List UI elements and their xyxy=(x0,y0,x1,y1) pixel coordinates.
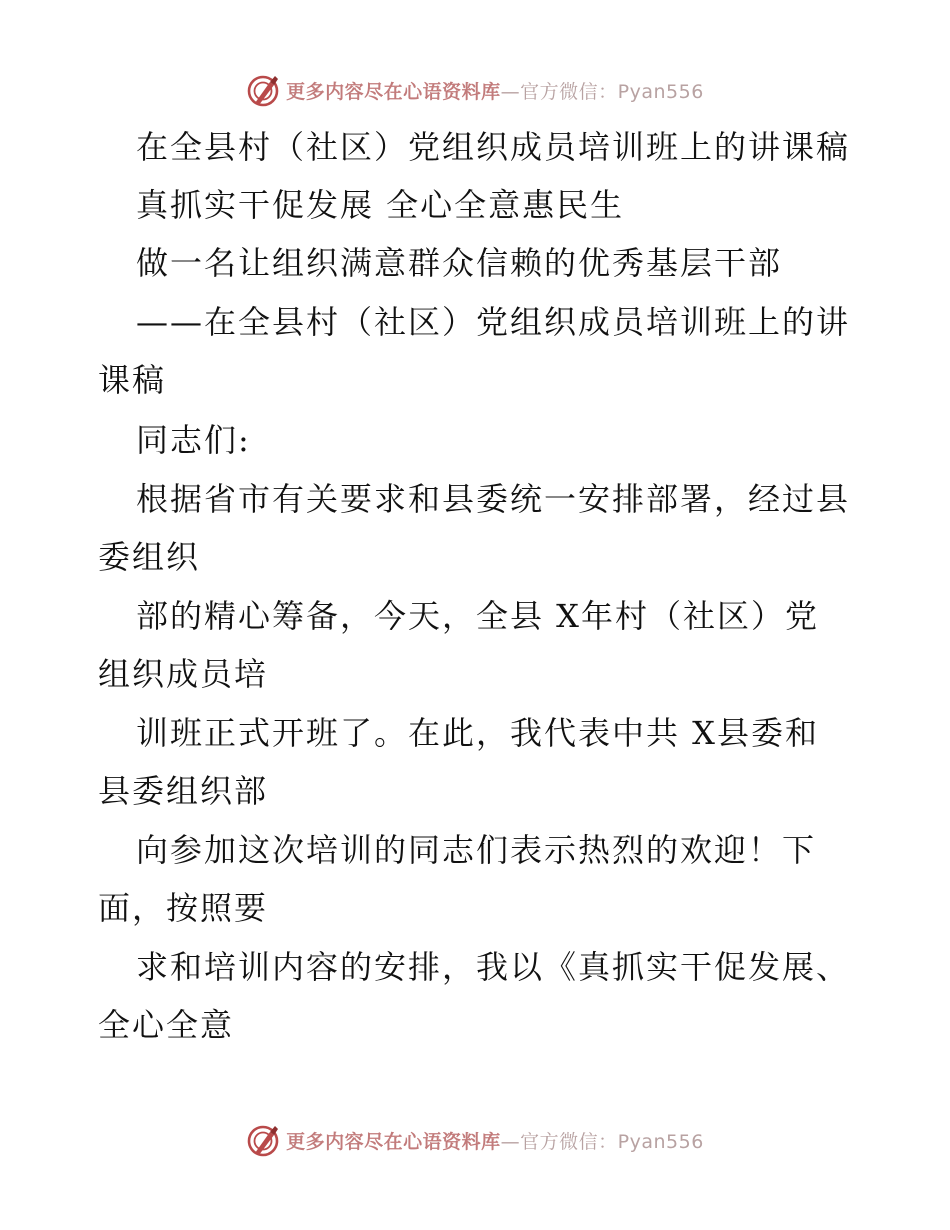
document-title: 在全县村（社区）党组织成员培训班上的讲课稿 xyxy=(136,128,851,166)
footer-watermark xyxy=(0,1118,950,1162)
watermark-brand: 更多内容尽在心语资料库 xyxy=(286,1130,501,1153)
paragraph-line: 全心全意 xyxy=(98,1006,235,1044)
paragraph-line: 委组织 xyxy=(98,538,201,576)
document-subtitle-3: ——在全县村（社区）党组织成员培训班上的讲 xyxy=(136,303,851,341)
paragraph-line: 求和培训内容的安排，我以《真抓实干促发展、 xyxy=(136,948,851,986)
paragraph-line: 县委组织部 xyxy=(98,772,269,810)
paragraph-line: 根据省市有关要求和县委统一安排部署，经过县 xyxy=(136,480,851,518)
watermark-contact: —官方微信：Pyan556 xyxy=(500,1130,704,1153)
watermark-brand: 更多内容尽在心语资料库 xyxy=(286,80,501,103)
watermark-contact: —官方微信：Pyan556 xyxy=(500,80,704,103)
paragraph-line: 部的精心筹备，今天，全县 X年村（社区）党 xyxy=(136,597,819,635)
paragraph-line: 组织成员培 xyxy=(98,655,269,693)
document-subtitle-2: 做一名让组织满意群众信赖的优秀基层干部 xyxy=(136,244,783,282)
pen-logo-icon xyxy=(246,1122,282,1158)
salutation: 同志们: xyxy=(136,421,251,459)
paragraph-line: 向参加这次培训的同志们表示热烈的欢迎！下 xyxy=(136,831,817,869)
document-subtitle: 真抓实干促发展 全心全意惠民生 xyxy=(136,186,625,224)
paragraph-line: 训班正式开班了。在此，我代表中共 X县委和 xyxy=(136,714,819,752)
watermark-text xyxy=(286,1127,704,1154)
paragraph-line: 课稿 xyxy=(98,361,167,399)
paragraph-line: 面，按照要 xyxy=(98,889,269,927)
